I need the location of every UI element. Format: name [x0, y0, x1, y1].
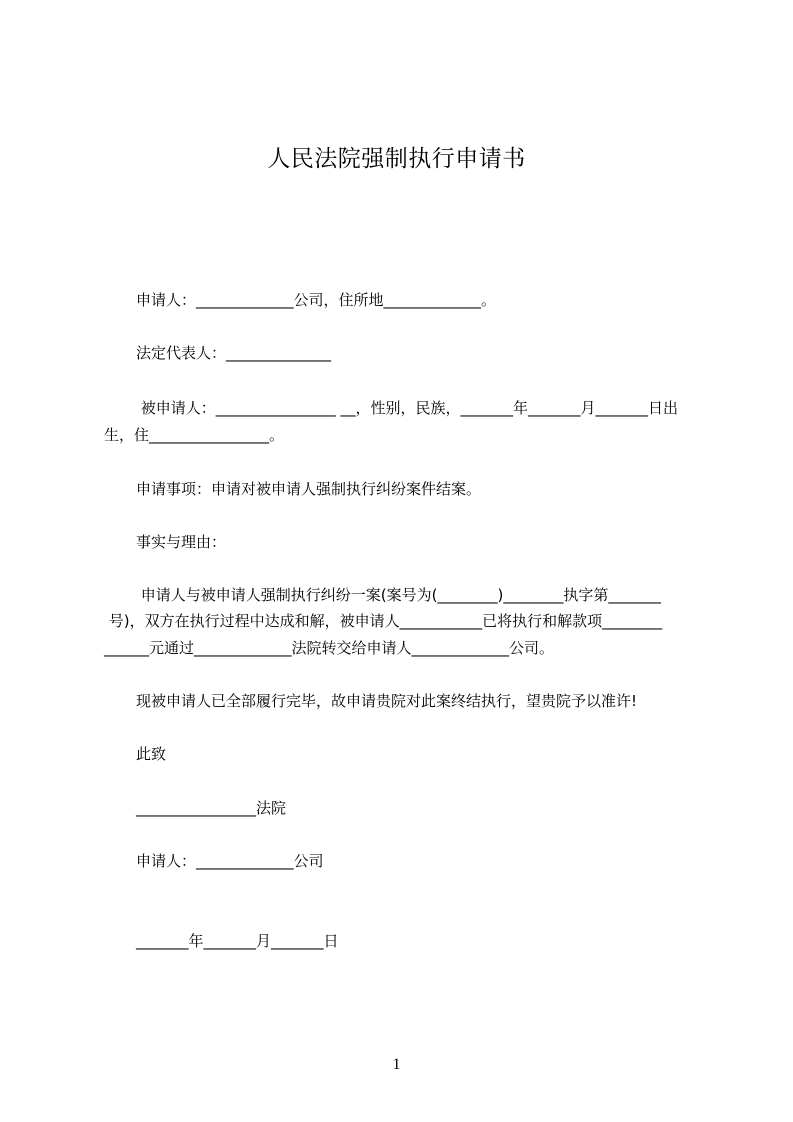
court-line: ________________法院 — [136, 799, 287, 817]
page-number: 1 — [392, 1056, 401, 1073]
facts-line-3: ______元通过_____________法院转交给申请人_____________公司。 — [104, 639, 555, 657]
facts-line-1: 申请人与被申请人强制执行纠纷一案(案号为(________)________执字第_______ — [136, 586, 661, 604]
signature-line: 申请人：_____________公司 — [136, 852, 324, 870]
applicant-line: 申请人：_____________公司，住所地_____________。 — [136, 291, 497, 309]
document-title: 人民法院强制执行申请书 — [267, 146, 526, 172]
legal-representative-line: 法定代表人：______________ — [136, 344, 332, 362]
salutation: 此致 — [136, 745, 167, 763]
respondent-line-2: 生，住________________。 — [104, 426, 285, 444]
facts-line-2: 号)，双方在执行过程中达成和解，被申请人___________已将执行和解款项________ — [104, 612, 663, 630]
request-line: 现被申请人已全部履行完毕，故申请贵院对此案终结执行，望贵院予以准许! — [136, 692, 638, 710]
application-matter-line: 申请事项：申请对被申请人强制执行纠纷案件结案。 — [136, 480, 482, 498]
facts-heading: 事实与理由： — [136, 533, 227, 551]
date-line: _______年_______月_______日 — [136, 932, 339, 950]
respondent-line-1: 被申请人：________________ __，性别，民族，_______年_______月_______日出 — [136, 399, 679, 417]
